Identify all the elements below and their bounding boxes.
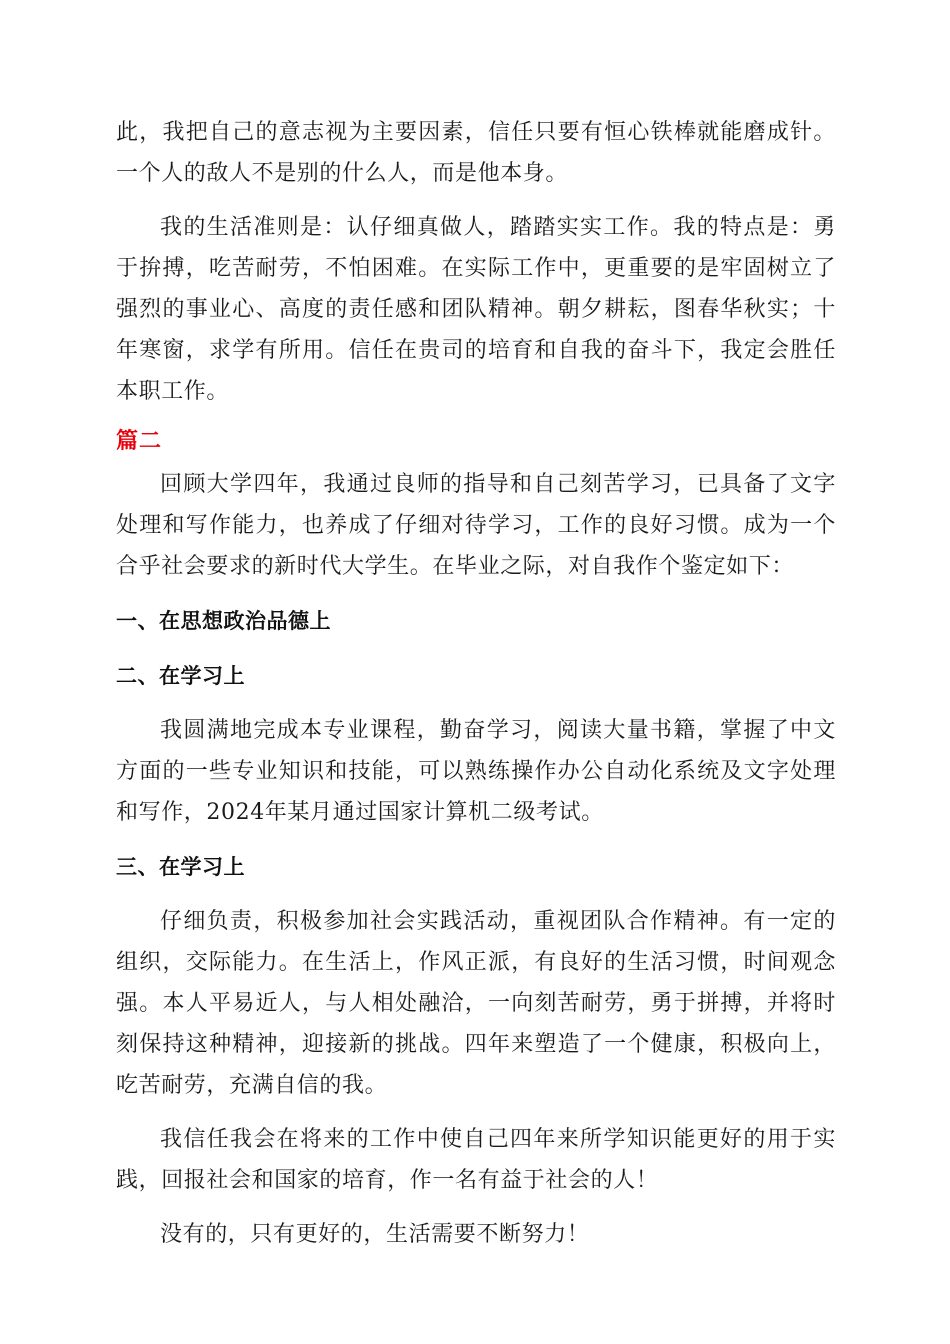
heading-politics: 一、在思想政治品德上: [116, 609, 331, 633]
section-intro-paragraph: 回顾大学四年，我通过良师的指导和自己刻苦学习，已具备了文字处理和写作能力，也养成了仔细对待学习，工作的良好习惯。成为一个合乎社会要求的新时代大学生。在毕业之际，对自我作个鉴定如下：: [116, 472, 836, 579]
document-body: [116, 112, 836, 1255]
section-title: 篇二: [116, 429, 163, 454]
future-paragraph: 我信任我会在将来的工作中使自己四年来所学知识能更好的用于实践，回报社会和国家的培育，作一名有益于社会的人！: [116, 1127, 836, 1193]
heading-study: 二、在学习上: [116, 664, 245, 688]
closing-paragraph: 没有的，只有更好的，生活需要不断努力！: [160, 1222, 590, 1247]
intro-paragraph-continued: 此，我把自己的意志视为主要因素，信任只要有恒心铁棒就能磨成针。一个人的敌人不是别的什么人，而是他本身。: [116, 120, 836, 186]
study-paragraph: 我圆满地完成本专业课程，勤奋学习，阅读大量书籍，掌握了中文方面的一些专业知识和技能，可以熟练操作办公自动化系统及文字处理和写作，2024年某月通过国家计算机二级考试。: [116, 718, 836, 825]
intro-paragraph-principles: 我的生活准则是：认仔细真做人，踏踏实实工作。我的特点是：勇于拚搏，吃苦耐劳，不怕困难。在实际工作中，更重要的是牢固树立了强烈的事业心、高度的责任感和团队精神。朝夕耕耘，图春华秋实；十年寒窗，求学有所用。信任在贵司的培育和自我的奋斗下，我定会胜任本职工作。: [116, 215, 836, 404]
heading-study-2: 三、在学习上: [116, 855, 245, 879]
life-paragraph: 仔细负责，积极参加社会实践活动，重视团队合作精神。有一定的组织，交际能力。在生活上，作风正派，有良好的生活习惯，时间观念强。本人平易近人，与人相处融洽，一向刻苦耐劳，勇于拼搏，并将时刻保持这种精神，迎接新的挑战。四年来塑造了一个健康，积极向上，吃苦耐劳，充满自信的我。: [116, 909, 836, 1098]
